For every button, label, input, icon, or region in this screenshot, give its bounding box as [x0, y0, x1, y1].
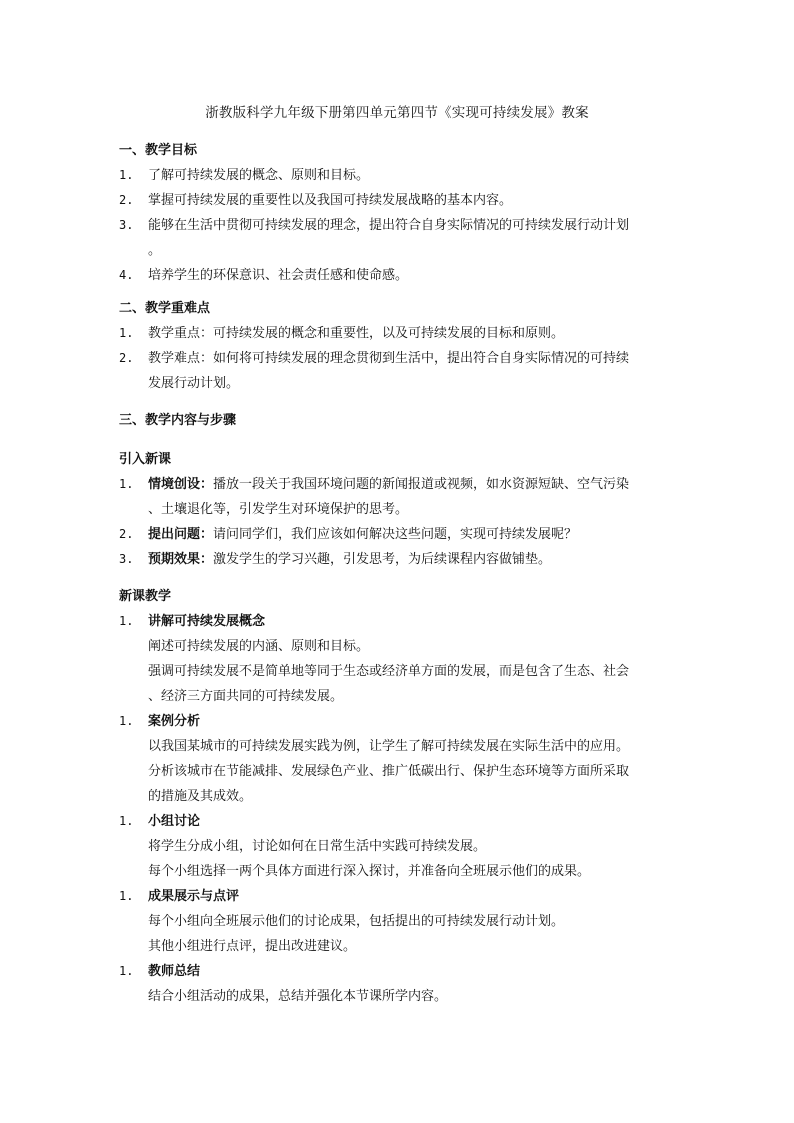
list-item — [119, 188, 679, 213]
lesson-block — [119, 609, 679, 634]
list-number: 4. — [119, 268, 134, 282]
list-item — [119, 321, 679, 346]
list-item — [119, 547, 679, 572]
list-item — [119, 472, 679, 522]
list-number: 1. — [119, 714, 134, 728]
lesson-block-title: 小组讨论 — [148, 814, 201, 829]
lesson-line: 的措施及其成效。 — [148, 789, 253, 804]
list-text: 激发学生的学习兴趣，引发思考，为后续课程内容做铺垫。 — [213, 552, 552, 567]
list-text: 了解可持续发展的概念、原则和目标。 — [148, 168, 370, 183]
list-text-continuation: 。 — [148, 243, 162, 258]
lesson-line: 结合小组活动的成果，总结并强化本节课所学内容。 — [148, 989, 448, 1004]
list-number: 2. — [119, 351, 134, 365]
list-text-continuation: 、土壤退化等，引发学生对环境保护的思考。 — [148, 502, 409, 517]
lesson-block-title: 案例分析 — [148, 714, 201, 729]
list-text: 请问同学们，我们应该如何解决这些问题，实现可持续发展呢？ — [213, 527, 578, 542]
list-text: 播放一段关于我国环境问题的新闻报道或视频，如水资源短缺、空气污染 — [213, 477, 630, 492]
list-number: 1. — [119, 614, 134, 628]
list-number: 2. — [119, 527, 134, 541]
lesson-line: 以我国某城市的可持续发展实践为例，让学生了解可持续发展在实际生活中的应用。 — [148, 739, 630, 754]
lesson-block-title: 讲解可持续发展概念 — [148, 614, 266, 629]
lesson-line: 其他小组进行点评，提出改进建议。 — [148, 939, 357, 954]
lesson-line: 强调可持续发展不是简单地等同于生态或经济单方面的发展，而是包含了生态、社会 — [148, 664, 630, 679]
list-label: 预期效果： — [148, 552, 214, 567]
list-label: 情境创设： — [148, 477, 214, 492]
lesson-line: 分析该城市在节能减排、发展绿色产业、推广低碳出行、保护生态环境等方面所采取 — [148, 764, 630, 779]
lesson-block — [119, 959, 679, 984]
lesson-block-title: 教师总结 — [148, 964, 201, 979]
list-item — [119, 163, 679, 188]
list-number: 1. — [119, 814, 134, 828]
list-number: 1. — [119, 326, 134, 340]
list-number: 1. — [119, 477, 134, 491]
lesson-line: 、经济三方面共同的可持续发展。 — [148, 689, 344, 704]
document-title: 浙教版科学九年级下册第四单元第四节《实现可持续发展》教案 — [205, 105, 589, 121]
lesson-block-title: 成果展示与点评 — [148, 889, 240, 904]
list-item — [119, 263, 679, 288]
intro-heading: 引入新课 — [119, 452, 172, 467]
list-text-continuation: 发展行动计划。 — [148, 376, 240, 391]
list-text: 教学难点：如何将可持续发展的理念贯彻到生活中，提出符合自身实际情况的可持续 — [148, 351, 630, 366]
list-number: 1. — [119, 889, 134, 903]
objectives-heading: 一、教学目标 — [119, 143, 198, 158]
list-number: 2. — [119, 193, 134, 207]
list-text: 教学重点：可持续发展的概念和重要性，以及可持续发展的目标和原则。 — [148, 326, 565, 341]
lesson-line: 将学生分成小组，讨论如何在日常生活中实践可持续发展。 — [148, 839, 487, 854]
list-item — [119, 213, 679, 263]
lesson-line: 阐述可持续发展的内涵、原则和目标。 — [148, 639, 370, 654]
lesson-block — [119, 809, 679, 834]
list-number: 3. — [119, 552, 134, 566]
lesson-line: 每个小组选择一两个具体方面进行深入探讨，并准备向全班展示他们的成果。 — [148, 864, 591, 879]
list-number: 1. — [119, 964, 134, 978]
lesson-line: 每个小组向全班展示他们的讨论成果，包括提出的可持续发展行动计划。 — [148, 914, 565, 929]
new-lesson-heading: 新课教学 — [119, 589, 172, 604]
list-label: 提出问题： — [148, 527, 214, 542]
list-item — [119, 522, 679, 547]
lesson-block — [119, 709, 679, 734]
content-heading: 三、教学内容与步骤 — [119, 413, 237, 428]
list-text: 能够在生活中贯彻可持续发展的理念，提出符合自身实际情况的可持续发展行动计划 — [148, 218, 630, 233]
list-text: 培养学生的环保意识、社会责任感和使命感。 — [148, 268, 409, 283]
list-number: 3. — [119, 218, 134, 232]
list-number: 1. — [119, 168, 134, 182]
list-item — [119, 346, 679, 396]
document-body — [119, 138, 679, 1009]
lesson-block — [119, 884, 679, 909]
key-points-heading: 二、教学重难点 — [119, 301, 211, 316]
list-text: 掌握可持续发展的重要性以及我国可持续发展战略的基本内容。 — [148, 193, 513, 208]
